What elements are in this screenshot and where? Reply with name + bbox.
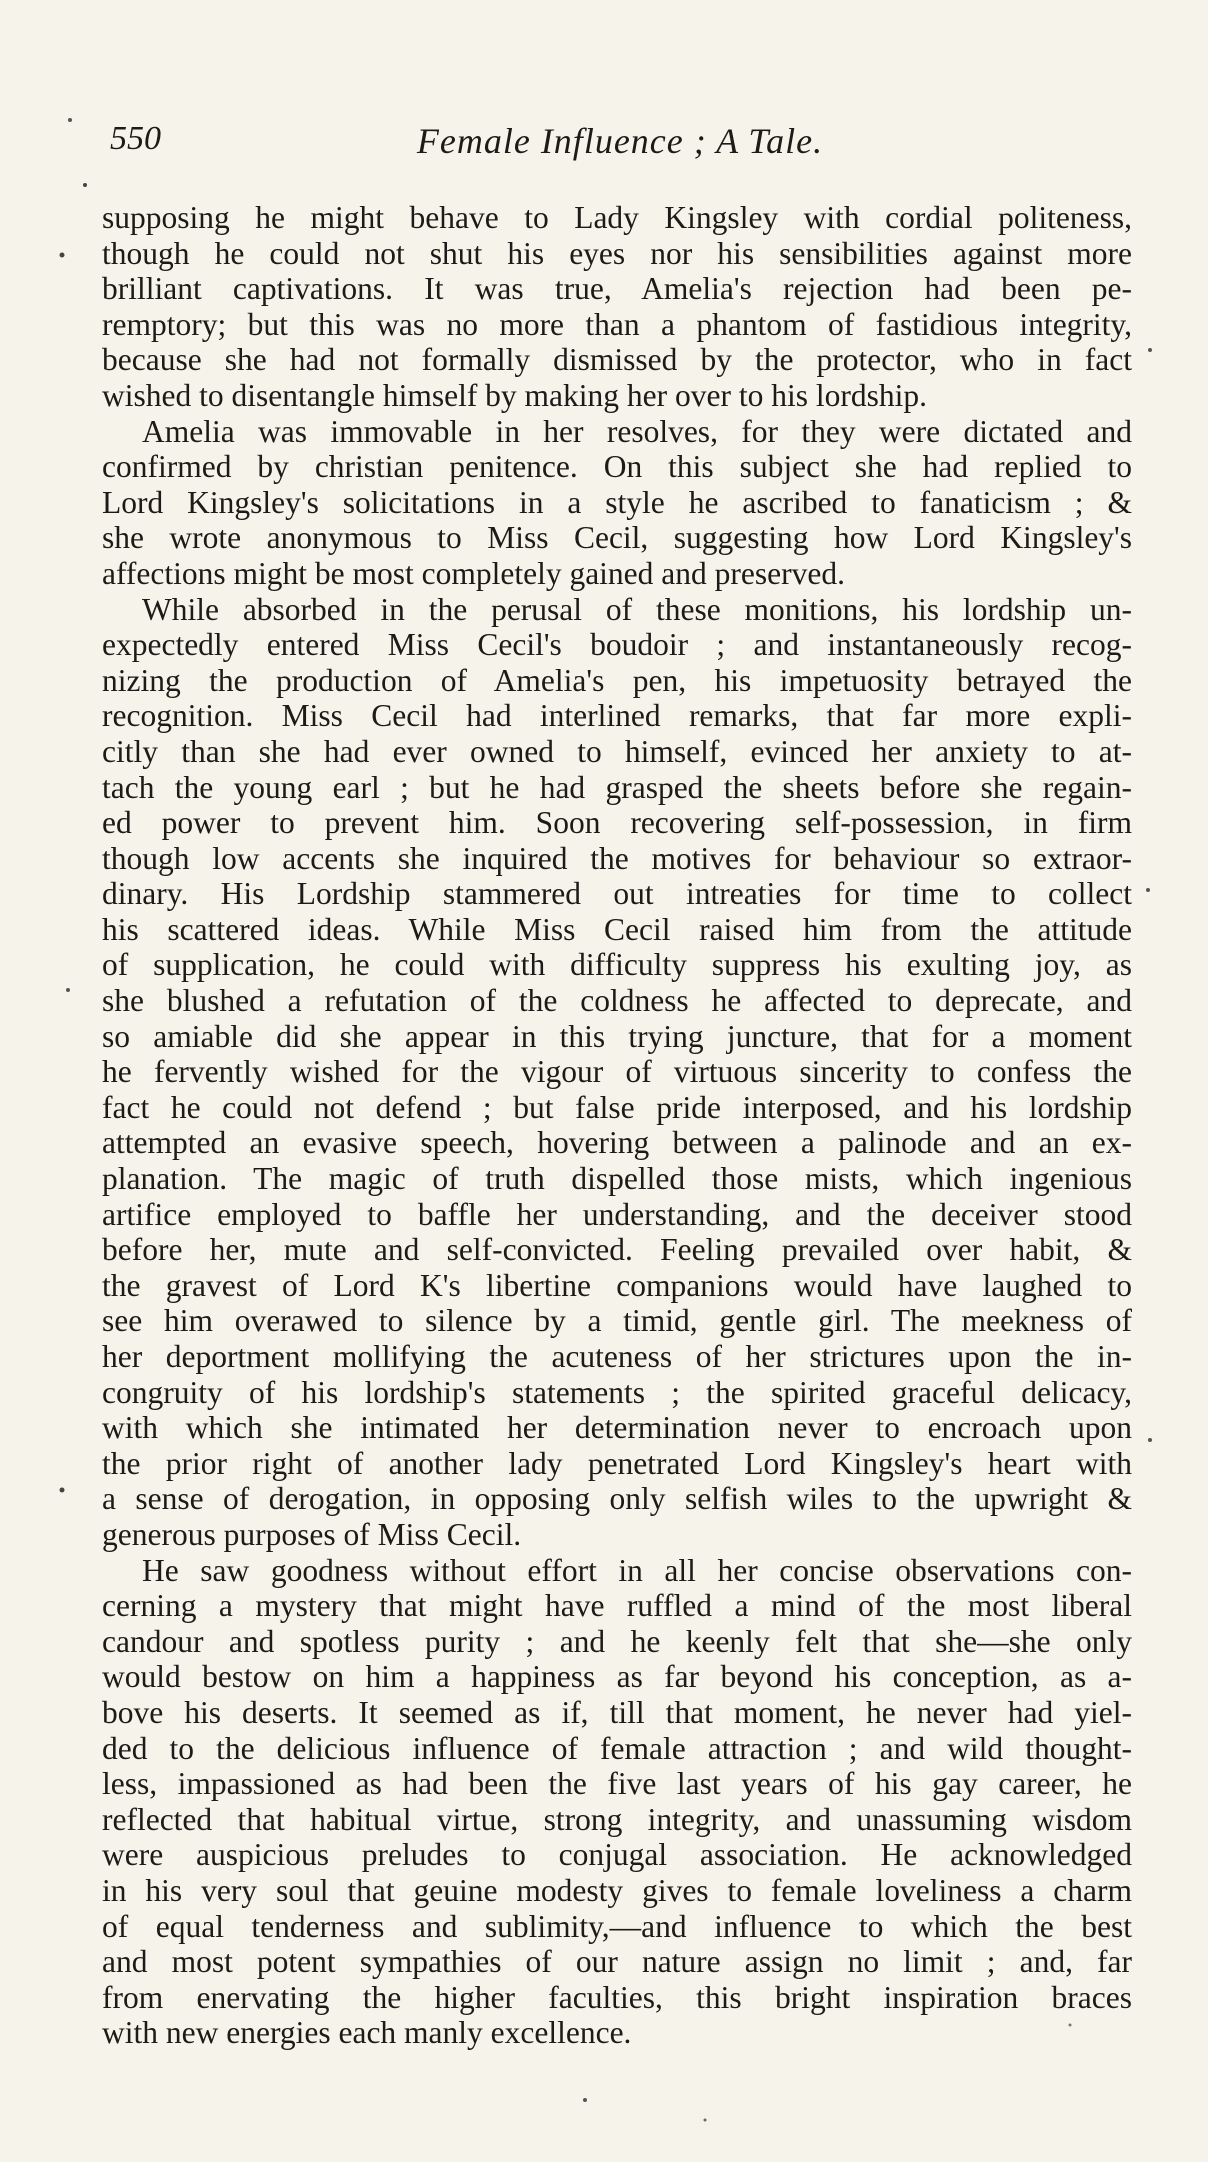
text-line: dinary. His Lordship stammered out intreaties for time to collect bbox=[102, 876, 1132, 912]
text-line: she blushed a refutation of the coldness he affected to deprecate, and bbox=[102, 983, 1132, 1019]
text-line: artifice employed to baffle her understanding, and the deceiver stood bbox=[102, 1196, 1132, 1232]
text-line: see him overawed to silence by a timid, gentle girl. The meekness of bbox=[102, 1303, 1132, 1339]
text-line: bove his deserts. It seemed as if, till that moment, he never had yiel- bbox=[102, 1694, 1132, 1730]
text-line: remptory; but this was no more than a phantom of fastidious integrity, bbox=[102, 306, 1132, 342]
text-line: of equal tenderness and sublimity,—and influence to which the best bbox=[102, 1908, 1132, 1944]
text-line: brilliant captivations. It was true, Amelia's rejection had been pe- bbox=[102, 271, 1132, 307]
text-line: were auspicious preludes to conjugal association. He acknowledged bbox=[102, 1837, 1132, 1873]
text-line: confirmed by christian penitence. On this subject she had replied to bbox=[102, 449, 1132, 485]
text-line: with which she intimated her determination never to encroach upon bbox=[102, 1410, 1132, 1446]
text-line: citly than she had ever owned to himself, evinced her anxiety to at- bbox=[102, 733, 1132, 769]
text-line: with new energies each manly excellence. bbox=[102, 2015, 632, 2051]
text-line: affections might be most completely gained and preserved. bbox=[102, 555, 845, 591]
running-head bbox=[110, 120, 1130, 170]
text-line: he fervently wished for the vigour of virtuous sincerity to confess the bbox=[102, 1054, 1132, 1090]
text-line: from enervating the higher faculties, this bright inspiration braces bbox=[102, 1979, 1132, 2015]
text-line: ded to the delicious influence of female attraction ; and wild thought- bbox=[102, 1730, 1132, 1766]
text-line: because she had not formally dismissed by the protector, who in fact bbox=[102, 342, 1132, 378]
text-line: Amelia was immovable in her resolves, for they were dictated and bbox=[142, 413, 1132, 449]
text-line: Lord Kingsley's solicitations in a style he ascribed to fanaticism ; & bbox=[102, 484, 1132, 520]
text-line: would bestow on him a happiness as far beyond his conception, as a- bbox=[102, 1659, 1132, 1695]
text-line: and most potent sympathies of our nature assign no limit ; and, far bbox=[102, 1944, 1132, 1980]
text-line: nizing the production of Amelia's pen, his impetuosity betrayed the bbox=[102, 662, 1132, 698]
text-line: candour and spotless purity ; and he keenly felt that she—she only bbox=[102, 1623, 1132, 1659]
text-line: reflected that habitual virtue, strong integrity, and unassuming wisdom bbox=[102, 1801, 1132, 1837]
page-number: 550 bbox=[110, 120, 161, 157]
text-line: congruity of his lordship's statements ; the spirited graceful delicacy, bbox=[102, 1374, 1132, 1410]
text-line: While absorbed in the perusal of these monitions, his lordship un- bbox=[142, 591, 1132, 627]
text-line: fact he could not defend ; but false pride interposed, and his lordship bbox=[102, 1089, 1132, 1125]
text-line: she wrote anonymous to Miss Cecil, suggesting how Lord Kingsley's bbox=[102, 520, 1132, 556]
text-line: a sense of derogation, in opposing only selfish wiles to the upwright & bbox=[102, 1481, 1132, 1517]
text-line: so amiable did she appear in this trying juncture, that for a moment bbox=[102, 1018, 1132, 1054]
text-line: ed power to prevent him. Soon recovering self-possession, in firm bbox=[102, 805, 1132, 841]
text-line: before her, mute and self-convicted. Feeling prevailed over habit, & bbox=[102, 1232, 1132, 1268]
text-line: He saw goodness without effort in all her concise observations con- bbox=[142, 1552, 1132, 1588]
text-line: his scattered ideas. While Miss Cecil raised him from the attitude bbox=[102, 911, 1132, 947]
text-line: in his very soul that geuine modesty gives to female loveliness a charm bbox=[102, 1872, 1132, 1908]
text-line: recognition. Miss Cecil had interlined remarks, that far more expli- bbox=[102, 698, 1132, 734]
text-line: less, impassioned as had been the five last years of his gay career, he bbox=[102, 1766, 1132, 1802]
text-line: of supplication, he could with difficulty suppress his exulting joy, as bbox=[102, 947, 1132, 983]
text-line: tach the young earl ; but he had grasped the sheets before she regain- bbox=[102, 769, 1132, 805]
text-line: planation. The magic of truth dispelled those mists, which ingenious bbox=[102, 1161, 1132, 1197]
text-line: attempted an evasive speech, hovering between a palinode and an ex- bbox=[102, 1125, 1132, 1161]
running-title: Female Influence ; A Tale. bbox=[416, 121, 824, 161]
text-line: the prior right of another lady penetrated Lord Kingsley's heart with bbox=[102, 1445, 1132, 1481]
text-line: though he could not shut his eyes nor his sensibilities against more bbox=[102, 235, 1132, 271]
text-line: expectedly entered Miss Cecil's boudoir ; and instantaneously recog- bbox=[102, 627, 1132, 663]
text-line: the gravest of Lord K's libertine companions would have laughed to bbox=[102, 1267, 1132, 1303]
text-line: though low accents she inquired the motives for behaviour so extraor- bbox=[102, 840, 1132, 876]
text-line: supposing he might behave to Lady Kingsley with cordial politeness, bbox=[102, 200, 1132, 235]
text-line: her deportment mollifying the acuteness of her strictures upon the in- bbox=[102, 1339, 1132, 1374]
text-line: cerning a mystery that might have ruffled a mind of the most liberal bbox=[102, 1588, 1132, 1624]
text-line: generous purposes of Miss Cecil. bbox=[102, 1516, 522, 1552]
text-line: wished to disentangle himself by making her over to his lordship. bbox=[102, 377, 927, 413]
body-text bbox=[102, 200, 1132, 2051]
